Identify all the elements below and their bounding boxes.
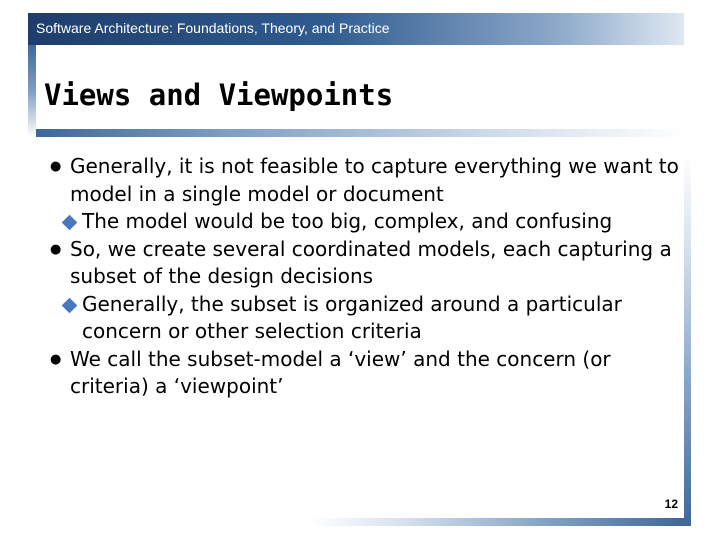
slide-content <box>50 153 680 401</box>
bullet-dot-icon: ● <box>50 241 62 257</box>
bullet-dot-icon: ● <box>50 351 62 367</box>
bullet-text: We call the subset-model a ‘view’ and the concern (or criteria) a ‘viewpoint’ <box>70 346 611 398</box>
sub-bullet-text: Generally, the subset is organized around a particular concern or other selection criteria <box>82 291 622 343</box>
bullet-text: Generally, it is not feasible to capture everything we want to model in a single model or document <box>70 154 679 206</box>
sub-bullet-item <box>50 208 680 236</box>
slide-title: Views and Viewpoints <box>44 78 394 112</box>
course-title: Software Architecture: Foundations, Theory, and Practice <box>36 20 390 36</box>
bullet-item <box>50 236 680 291</box>
footer-right-rule <box>684 155 691 526</box>
title-left-rule <box>28 45 36 137</box>
sub-bullet-text: The model would be too big, complex, and confusing <box>82 209 613 233</box>
bullet-item <box>50 153 680 208</box>
diamond-bullet-icon <box>62 215 78 231</box>
diamond-bullet-icon <box>62 297 78 313</box>
title-underline-rule <box>36 129 684 137</box>
bullet-dot-icon: ● <box>50 159 62 174</box>
bullet-text: So, we create several coordinated models, each capturing a subset of the design decisions <box>70 236 672 288</box>
bullet-item <box>50 346 680 401</box>
sub-bullet-item <box>50 291 680 346</box>
page-number: 12 <box>664 497 678 511</box>
header-bar <box>28 13 684 45</box>
footer-bottom-rule <box>310 518 684 526</box>
